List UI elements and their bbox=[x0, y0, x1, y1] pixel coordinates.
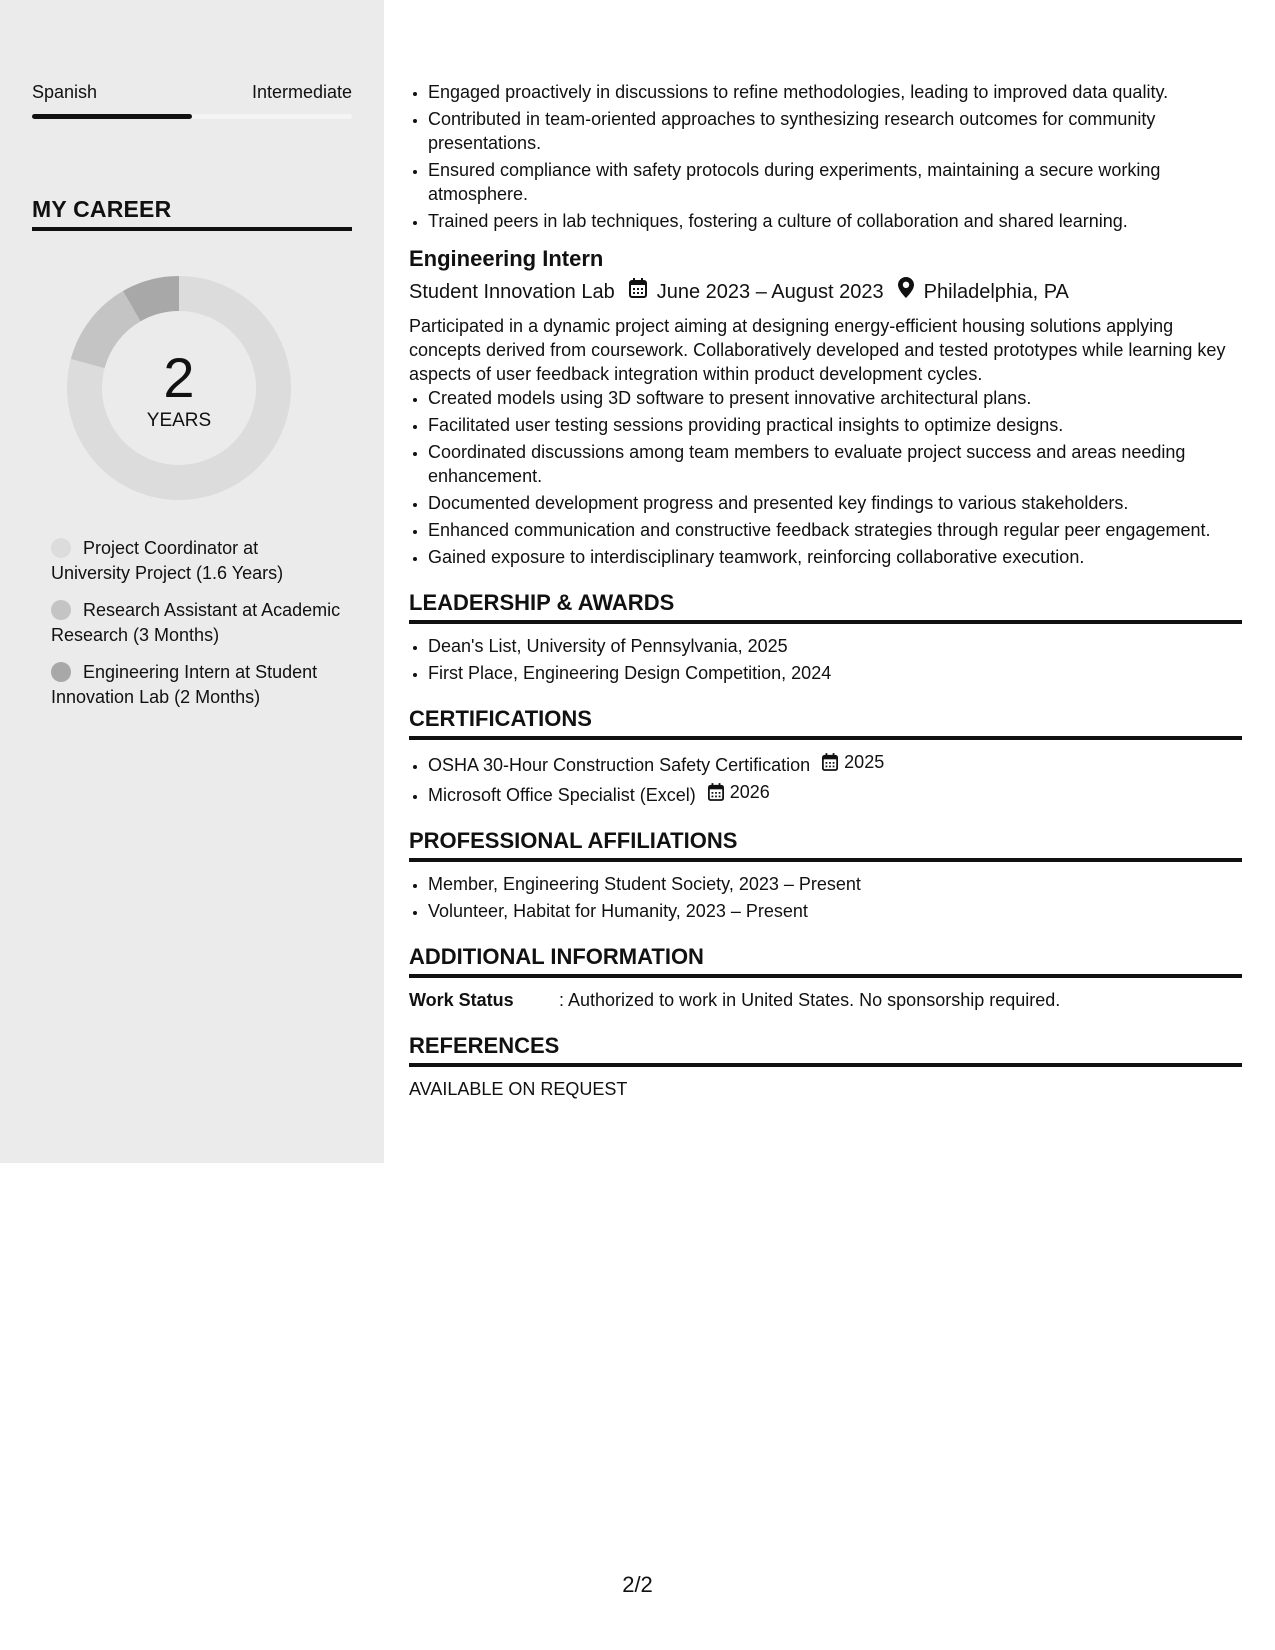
calendar-icon bbox=[822, 753, 841, 771]
certification-item bbox=[428, 780, 1242, 807]
certifications-heading: CERTIFICATIONS bbox=[409, 705, 1242, 740]
language-row bbox=[32, 82, 352, 104]
affiliation-item: • Member, Engineering Student Society, 2023 – Present bbox=[428, 872, 1242, 896]
affiliations-list bbox=[409, 872, 1242, 923]
language-proficiency-fill bbox=[32, 114, 192, 119]
additional-info-heading: ADDITIONAL INFORMATION bbox=[409, 943, 1242, 978]
legend-dot bbox=[51, 662, 71, 682]
award-item: • First Place, Engineering Design Competition, 2024 bbox=[428, 661, 1242, 685]
career-total-unit: YEARS bbox=[146, 410, 212, 431]
work-status-label: Work Status bbox=[409, 990, 514, 1010]
job-location: Philadelphia, PA bbox=[923, 280, 1069, 303]
legend-label: Research Assistant at Academic Research (3 Months) bbox=[51, 600, 341, 645]
certification-year: 2025 bbox=[844, 752, 885, 772]
list-item: • Engaged proactively in discussions to refine methodologies, leading to improved data quality. bbox=[428, 80, 1242, 104]
list-item: • Enhanced communication and constructive feedback strategies through regular peer engagement. bbox=[428, 518, 1242, 542]
job-dates: June 2023 – August 2023 bbox=[656, 280, 884, 303]
certification-item bbox=[428, 750, 1242, 777]
language-level: Intermediate bbox=[251, 82, 352, 102]
legend-dot bbox=[51, 538, 71, 558]
leadership-list bbox=[409, 634, 1242, 685]
career-total-value: 2 bbox=[163, 346, 195, 409]
page-number: 2/2 bbox=[622, 1572, 653, 1597]
previous-job-bullets bbox=[409, 80, 1242, 233]
job-meta bbox=[409, 277, 1242, 306]
references-text: AVAILABLE ON REQUEST bbox=[409, 1079, 628, 1099]
legend-label: Project Coordinator at University Project (1.6 Years) bbox=[51, 538, 284, 583]
list-item: • Trained peers in lab techniques, fostering a culture of collaboration and shared learning. bbox=[428, 209, 1242, 233]
legend-label: Engineering Intern at Student Innovation Lab (2 Months) bbox=[51, 662, 318, 707]
career-legend-item bbox=[51, 660, 341, 710]
language-name: Spanish bbox=[32, 82, 98, 102]
map-pin-icon bbox=[898, 277, 914, 306]
certification-name: Microsoft Office Specialist (Excel) bbox=[428, 785, 696, 805]
certification-date bbox=[708, 780, 770, 804]
certification-year: 2026 bbox=[729, 782, 770, 802]
leadership-heading: LEADERSHIP & AWARDS bbox=[409, 589, 1242, 624]
list-item: • Gained exposure to interdisciplinary teamwork, reinforcing collaborative execution. bbox=[428, 545, 1242, 569]
certification-date bbox=[822, 750, 884, 774]
language-proficiency-bar bbox=[32, 114, 352, 119]
calendar-icon bbox=[708, 783, 727, 801]
list-item: • Documented development progress and presented key findings to various stakeholders. bbox=[428, 491, 1242, 515]
job-title: Engineering Intern bbox=[409, 246, 604, 271]
list-item: • Ensured compliance with safety protocols during experiments, maintaining a secure working atmosphere. bbox=[428, 158, 1242, 206]
career-legend-item bbox=[51, 536, 341, 586]
work-status-value: : Authorized to work in United States. No sponsorship required. bbox=[559, 990, 1061, 1010]
work-status-row bbox=[409, 988, 1242, 1012]
affiliation-item: • Volunteer, Habitat for Humanity, 2023 – Present bbox=[428, 899, 1242, 923]
job-bullets bbox=[409, 386, 1242, 569]
references-heading: REFERENCES bbox=[409, 1032, 1242, 1067]
award-item: • Dean's List, University of Pennsylvania, 2025 bbox=[428, 634, 1242, 658]
list-item: • Facilitated user testing sessions providing practical insights to optimize designs. bbox=[428, 413, 1242, 437]
sidebar bbox=[0, 0, 384, 1163]
list-item: • Contributed in team-oriented approaches to synthesizing research outcomes for community presentations. bbox=[428, 107, 1242, 155]
career-heading: MY CAREER bbox=[32, 196, 352, 231]
career-legend bbox=[51, 536, 341, 722]
career-total bbox=[66, 348, 292, 432]
job-company: Student Innovation Lab bbox=[409, 280, 615, 303]
list-item: • Coordinated discussions among team members to evaluate project success and areas needing enhancement. bbox=[428, 440, 1242, 488]
affiliations-heading: PROFESSIONAL AFFILIATIONS bbox=[409, 827, 1242, 862]
list-item: • Created models using 3D software to present innovative architectural plans. bbox=[428, 386, 1242, 410]
certifications-list bbox=[409, 750, 1242, 807]
main-content bbox=[409, 80, 1242, 1101]
certification-name: OSHA 30-Hour Construction Safety Certification bbox=[428, 755, 811, 775]
career-legend-item bbox=[51, 598, 341, 648]
legend-dot bbox=[51, 600, 71, 620]
job-description: Participated in a dynamic project aiming at designing energy-efficient housing solutions applying concepts derived from coursework. Collaboratively developed and tested prototypes while learning key aspects of user feedback integration within product development cycles. bbox=[409, 316, 1226, 384]
calendar-icon bbox=[629, 278, 647, 306]
